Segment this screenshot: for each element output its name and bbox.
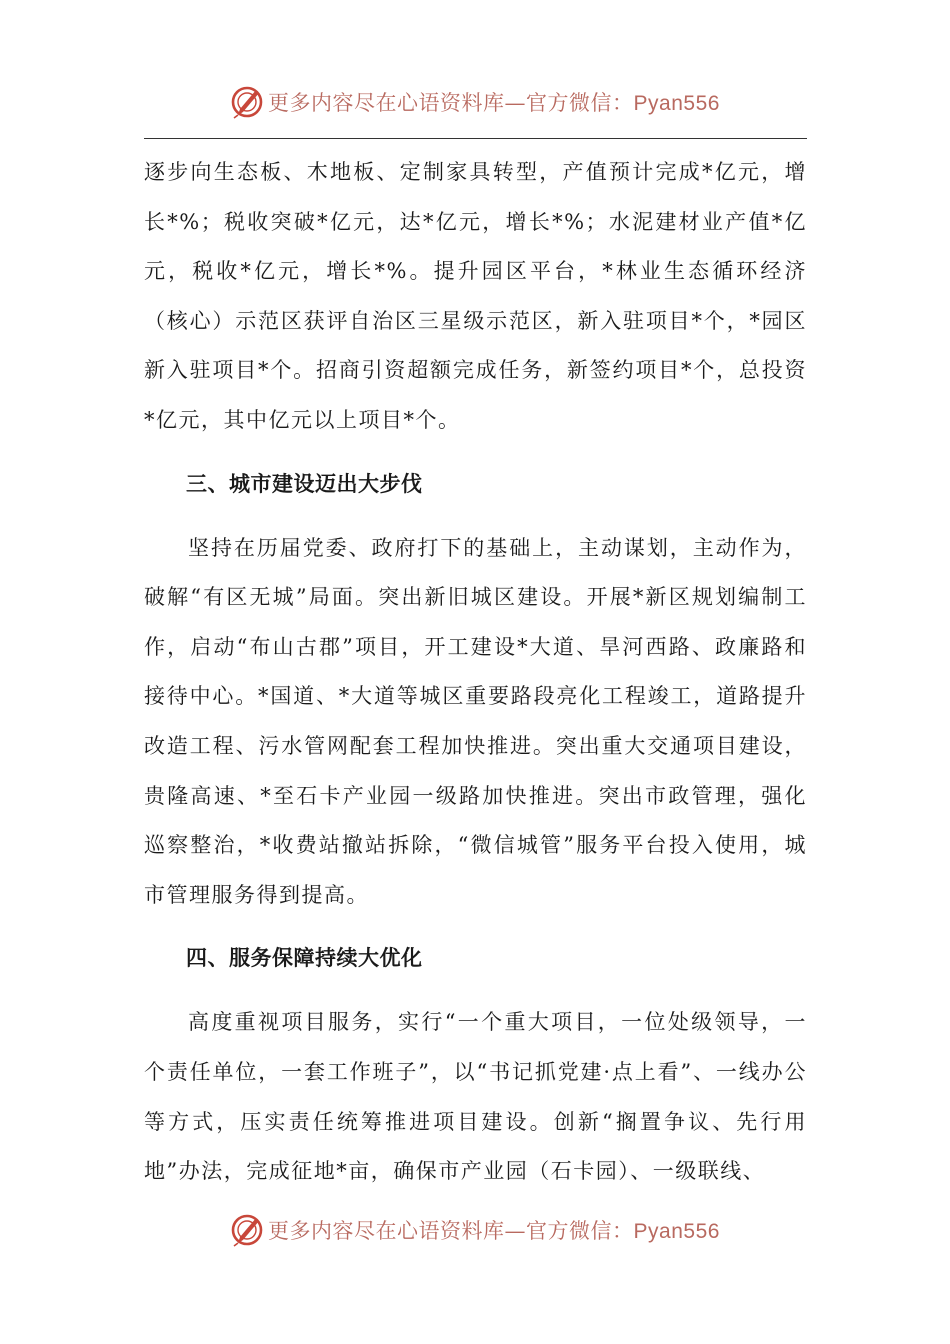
footer-banner: [0, 1208, 950, 1252]
banner-text: 更多内容尽在心语资料库—官方微信：Pyan556: [268, 1219, 720, 1243]
wechat-id: Pyan556: [633, 92, 720, 115]
pen-logo-icon: [230, 85, 264, 119]
section-heading: 四、服务保障持续大优化: [186, 946, 423, 971]
paragraph: 逐步向生态板、木地板、定制家具转型，产值预计完成*亿元，增长*%；税收突破*亿元，达*亿元，增长*%；水泥建材业产值*亿元，税收*亿元，增长*%。提升园区平台，*林业生态循环经济（核心）示范区获评自治区三星级示范区，新入驻项目*个，*园区新入驻项目*个。招商引资超额完成任务，新签约项目*个，总投资*亿元，其中亿元以上项目*个。: [144, 160, 807, 432]
section-heading: 三、城市建设迈出大步伐: [186, 471, 423, 496]
wechat-id: Pyan556: [633, 1220, 720, 1243]
header-divider: [144, 138, 807, 139]
paragraph: 坚持在历届党委、政府打下的基础上，主动谋划，主动作为，破解“有区无城”局面。突出新旧城区建设。开展*新区规划编制工作，启动“布山古郡”项目，开工建设*大道、旱河西路、政廉路和接待中心。*国道、*大道等城区重要路段亮化工程竣工，道路提升改造工程、污水管网配套工程加快推进。突出重大交通项目建设，贵隆高速、*至石卡产业园一级路加快推进。突出市政管理，强化巡察整治，*收费站撤站拆除，“微信城管”服务平台投入使用，城市管理服务得到提高。: [144, 535, 807, 907]
pen-logo-icon: [230, 1213, 264, 1247]
banner-text: 更多内容尽在心语资料库—官方微信：Pyan556: [268, 91, 720, 115]
header-banner: [0, 80, 950, 124]
document-body: [144, 148, 807, 1197]
paragraph: 高度重视项目服务，实行“一个重大项目，一位处级领导，一个责任单位，一套工作班子”，以“书记抓党建·点上看”、一线办公等方式，压实责任统筹推进项目建设。创新“搁置争议、先行用地”办法，完成征地*亩，确保市产业园（石卡园）、一级联线、: [144, 1010, 807, 1184]
